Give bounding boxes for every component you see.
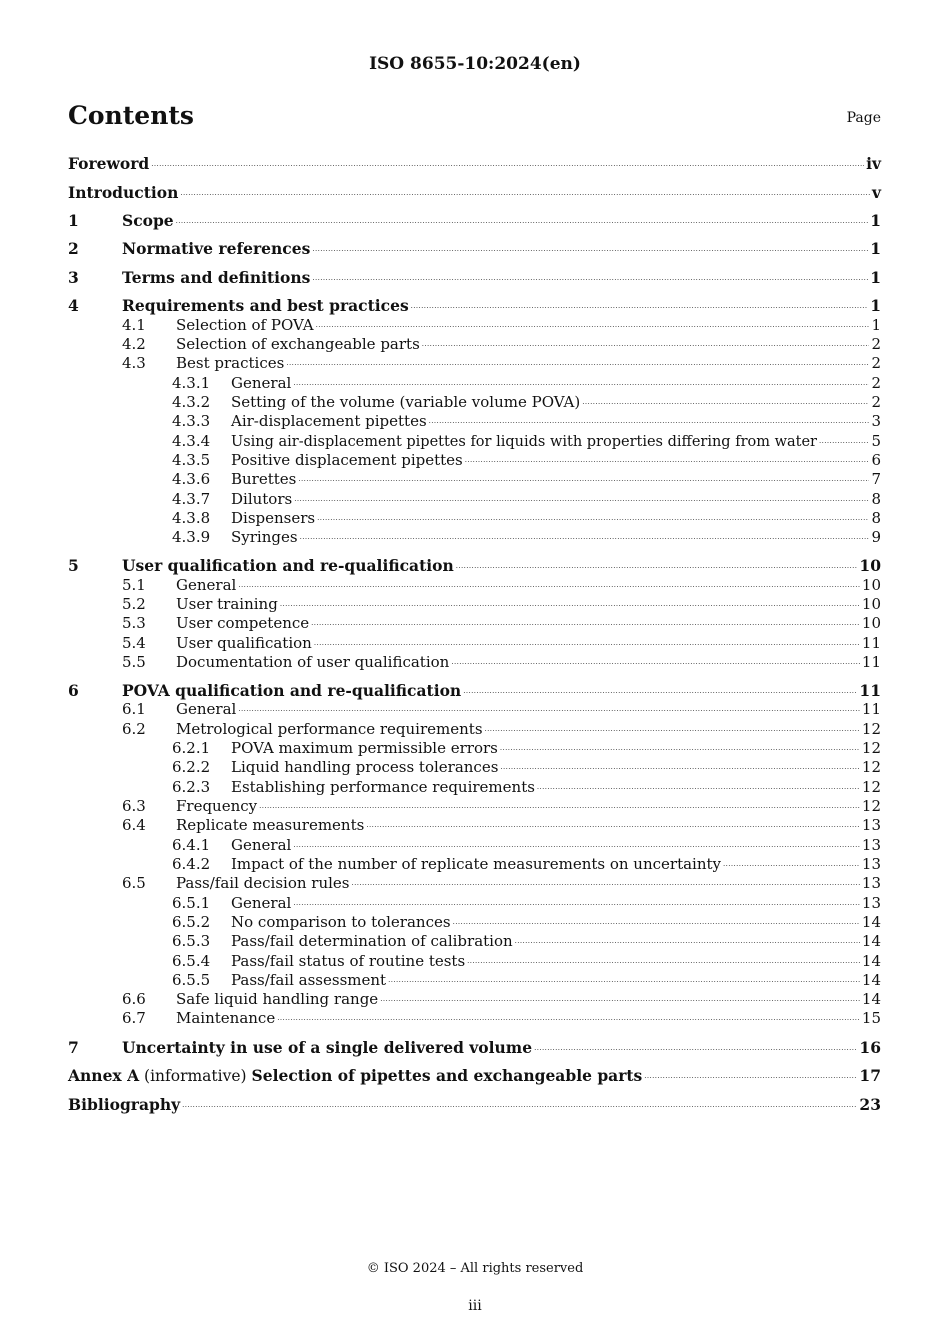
dot-leader (429, 409, 870, 431)
toc-entry-page: 1 (870, 296, 881, 315)
dot-leader (352, 871, 860, 893)
toc-entry-number: 6.4 (122, 816, 146, 834)
toc-entry-title: Uncertainty in use of a single delivered volume (122, 1038, 533, 1057)
toc-entry-title: Setting of the volume (variable volume POVA) (231, 393, 581, 411)
toc-entry-page: 1 (870, 211, 881, 230)
toc-entry-number: 5.4 (122, 634, 146, 652)
dot-leader (534, 1036, 857, 1058)
toc-entry-page: 5 (871, 432, 881, 450)
toc-entry-title: POVA maximum permissible errors (231, 739, 498, 757)
toc-entry-page: 10 (861, 595, 881, 613)
toc-entry-3[interactable] (68, 268, 881, 287)
toc-entry-title: POVA qualification and re-qualification (122, 681, 462, 700)
toc-entry-page: 14 (861, 913, 881, 931)
toc-entry-number: 5.3 (122, 614, 146, 632)
page-column-label: Page (846, 110, 881, 126)
toc-entry-number: 6.2 (122, 720, 146, 738)
toc-entry-page: 23 (859, 1095, 881, 1114)
toc-entry-title: Terms and definitions (122, 268, 311, 287)
toc-entry-page: v (871, 183, 881, 202)
dot-leader (644, 1064, 857, 1086)
toc-entry-number: 4.3.7 (172, 490, 211, 508)
toc-entry-title: Impact of the number of replicate measurements on uncertainty (231, 855, 722, 873)
toc-entry-number: 4.3.5 (172, 451, 211, 469)
toc-entry-title: General (176, 700, 237, 718)
toc-entry-page: 15 (861, 1009, 881, 1027)
toc-entry-6-7[interactable] (68, 1009, 881, 1028)
toc-entry-page: 12 (861, 758, 881, 776)
toc-entry-page: 12 (861, 778, 881, 796)
toc-entry-number: 6.5.5 (172, 971, 211, 989)
toc-entry-title: Pass/fail status of routine tests (231, 952, 466, 970)
dot-leader (151, 152, 864, 174)
toc-entry-page: 9 (871, 528, 881, 546)
toc-entry-title: No comparison to tolerances (231, 913, 451, 931)
toc-entry-title: Liquid handling process tolerances (231, 758, 499, 776)
toc-entry-1[interactable] (68, 211, 881, 230)
dot-leader (515, 929, 860, 951)
toc-entry-title: Burettes (231, 470, 297, 488)
toc-entry-4-3-9[interactable] (68, 528, 881, 547)
toc-entry-number: 6.5.2 (172, 913, 211, 931)
toc-entry-title: Foreword (68, 154, 150, 173)
toc-entry-number: 3 (68, 268, 79, 287)
toc-entry-number: 4 (68, 296, 79, 315)
toc-entry-number: 6.4.2 (172, 855, 211, 873)
dot-leader (286, 351, 869, 373)
toc-entry-title: General (231, 836, 292, 854)
dot-leader (311, 611, 860, 633)
dot-leader (451, 650, 860, 672)
toc-entry-title: Scope (122, 211, 174, 230)
toc-entry-number: 4.3.2 (172, 393, 211, 411)
toc-entry-title: User training (176, 595, 278, 613)
toc-entry-title: Positive displacement pipettes (231, 451, 463, 469)
toc-entry-title: Establishing performance requirements (231, 778, 535, 796)
toc-entry-number: 1 (68, 211, 79, 230)
toc-entry-number: 4.1 (122, 316, 146, 334)
toc-entry-title: Using air-displacement pipettes for liquids with properties differing from water (231, 434, 817, 450)
toc-entry-title: Pass/fail determination of calibration (231, 932, 513, 950)
toc-entry-page: 2 (871, 335, 881, 353)
toc-entry-number: 4.3 (122, 354, 146, 372)
toc-entry-page: 1 (870, 268, 881, 287)
toc-entry-page: 13 (861, 816, 881, 834)
toc-entry-title: Air-displacement pipettes (231, 412, 427, 430)
toc-entry-page: 14 (861, 932, 881, 950)
toc-entry-number: 6 (68, 681, 79, 700)
annex-status: (informative) (139, 1067, 252, 1085)
toc-entry-page: 12 (861, 739, 881, 757)
toc-entry-page: 13 (861, 894, 881, 912)
dot-leader (238, 697, 860, 719)
toc-entry-number: 6.4.1 (172, 836, 211, 854)
toc-entry-page: 14 (861, 971, 881, 989)
toc-entry-page: 10 (861, 614, 881, 632)
toc-entry-page: 1 (871, 316, 881, 334)
toc-entry-number: 6.7 (122, 1009, 146, 1027)
dot-leader (500, 755, 859, 777)
dot-leader (366, 813, 860, 835)
toc-entry-number: 5 (68, 556, 79, 575)
toc-entry-number: 6.1 (122, 700, 146, 718)
toc-entry-number: 6.2.2 (172, 758, 211, 776)
toc-entry-annex-a[interactable] (68, 1066, 881, 1085)
toc-entry-title: Best practices (176, 354, 285, 372)
toc-entry-title: Dispensers (231, 509, 316, 527)
toc-entry-title: Bibliography (68, 1095, 181, 1114)
toc-entry-page: 8 (871, 490, 881, 508)
toc-entry-introduction[interactable] (68, 183, 881, 202)
dot-leader (176, 209, 869, 231)
toc-entry-title: Documentation of user qualification (176, 653, 450, 671)
document-id-header: ISO 8655-10:2024(en) (369, 54, 581, 74)
toc-entry-title: Pass/fail decision rules (176, 874, 350, 892)
toc-entry-title: Requirements and best practices (122, 296, 409, 315)
toc-entry-number: 6.5 (122, 874, 146, 892)
toc-entry-page: 2 (871, 354, 881, 372)
toc-entry-foreword[interactable] (68, 154, 881, 173)
toc-entry-page: 14 (861, 952, 881, 970)
toc-entry-number: 5.5 (122, 653, 146, 671)
toc-entry-page: 10 (861, 576, 881, 594)
toc-entry-title: Introduction (68, 183, 179, 202)
toc-entry-number: 4.3.8 (172, 509, 211, 527)
toc-entry-title: Safe liquid handling range (176, 990, 379, 1008)
toc-entry-title: User qualification (176, 634, 312, 652)
dot-leader (312, 266, 868, 288)
toc-entry-page: 6 (871, 451, 881, 469)
toc-entry-number: 4.3.1 (172, 374, 211, 392)
toc-entry-number: 4.3.6 (172, 470, 211, 488)
toc-entry-title: Dilutors (231, 490, 293, 508)
toc-entry-page: 2 (871, 374, 881, 392)
toc-entry-title: General (176, 576, 237, 594)
toc-entry-title: Frequency (176, 797, 258, 815)
annex-label: Annex A (68, 1066, 140, 1085)
toc-entry-number: 7 (68, 1038, 79, 1057)
toc-entry-4-3-3[interactable] (68, 412, 881, 431)
toc-entry-page: 2 (871, 393, 881, 411)
toc-entry-page: 1 (870, 239, 881, 258)
toc-entry-page: 11 (861, 700, 881, 718)
toc-entry-number: 6.6 (122, 990, 146, 1008)
toc-entry-page: 11 (861, 653, 881, 671)
dot-leader (312, 237, 868, 259)
toc-entry-title: Replicate measurements (176, 816, 365, 834)
toc-entry-title: Normative references (122, 239, 311, 258)
toc-entry-page: 7 (871, 470, 881, 488)
toc-entry-title: Maintenance (176, 1009, 276, 1027)
toc-entry-page: 10 (859, 556, 881, 575)
toc-entry-number: 4.3.9 (172, 528, 211, 546)
toc-entry-title: Selection of POVA (176, 316, 314, 334)
toc-entry-page: 8 (871, 509, 881, 527)
toc-entry-title: Pass/fail assessment (231, 971, 387, 989)
toc-entry-page: 14 (861, 990, 881, 1008)
page-number: iii (468, 1298, 482, 1314)
toc-entry-7[interactable] (68, 1038, 881, 1057)
toc-entry-page: 3 (871, 412, 881, 430)
toc-entry-2[interactable] (68, 239, 881, 258)
toc-entry-number: 2 (68, 239, 79, 258)
dot-leader (180, 181, 870, 203)
toc-entry-title (68, 1066, 642, 1086)
toc-entry-title: Selection of exchangeable parts (176, 335, 420, 353)
toc-entry-number: 6.3 (122, 797, 146, 815)
toc-entry-title: User qualification and re-qualification (122, 556, 454, 575)
toc-entry-number: 6.2.3 (172, 778, 211, 796)
toc-entry-page: 13 (861, 855, 881, 873)
dot-leader (182, 1093, 857, 1115)
toc-entry-number: 4.2 (122, 335, 146, 353)
toc-entry-5-5[interactable] (68, 653, 881, 672)
copyright-footer: © ISO 2024 – All rights reserved (366, 1261, 584, 1276)
toc-entry-number: 6.5.3 (172, 932, 211, 950)
toc-entry-page: 13 (861, 874, 881, 892)
toc-entry-title: User competence (176, 614, 310, 632)
toc-entry-number: 6.5.1 (172, 894, 211, 912)
dot-leader (300, 525, 870, 547)
toc-entry-page: 11 (859, 681, 881, 700)
contents-heading: Contents (68, 101, 195, 130)
annex-title: Selection of pipettes and exchangeable parts (251, 1066, 643, 1085)
toc-entry-title: General (231, 374, 292, 392)
toc-entry-title: Syringes (231, 528, 298, 546)
dot-leader (277, 1006, 860, 1028)
toc-entry-page: iv (866, 154, 881, 173)
dot-leader (298, 467, 869, 489)
toc-entry-page: 16 (859, 1038, 881, 1057)
toc-entry-number: 5.1 (122, 576, 146, 594)
toc-entry-title: Metrological performance requirements (176, 720, 483, 738)
toc-entry-number: 4.3.4 (172, 432, 211, 450)
toc-entry-number: 5.2 (122, 595, 146, 613)
toc-entry-bibliography[interactable] (68, 1095, 881, 1114)
toc-entry-title: General (231, 894, 292, 912)
toc-entry-page: 11 (861, 634, 881, 652)
toc-entry-page: 12 (861, 797, 881, 815)
toc-entry-page: 12 (861, 720, 881, 738)
toc-entry-number: 6.5.4 (172, 952, 211, 970)
toc-entry-number: 6.2.1 (172, 739, 211, 757)
toc-entry-page: 17 (859, 1066, 881, 1085)
toc-entry-page: 13 (861, 836, 881, 854)
toc-entry-number: 4.3.3 (172, 412, 211, 430)
